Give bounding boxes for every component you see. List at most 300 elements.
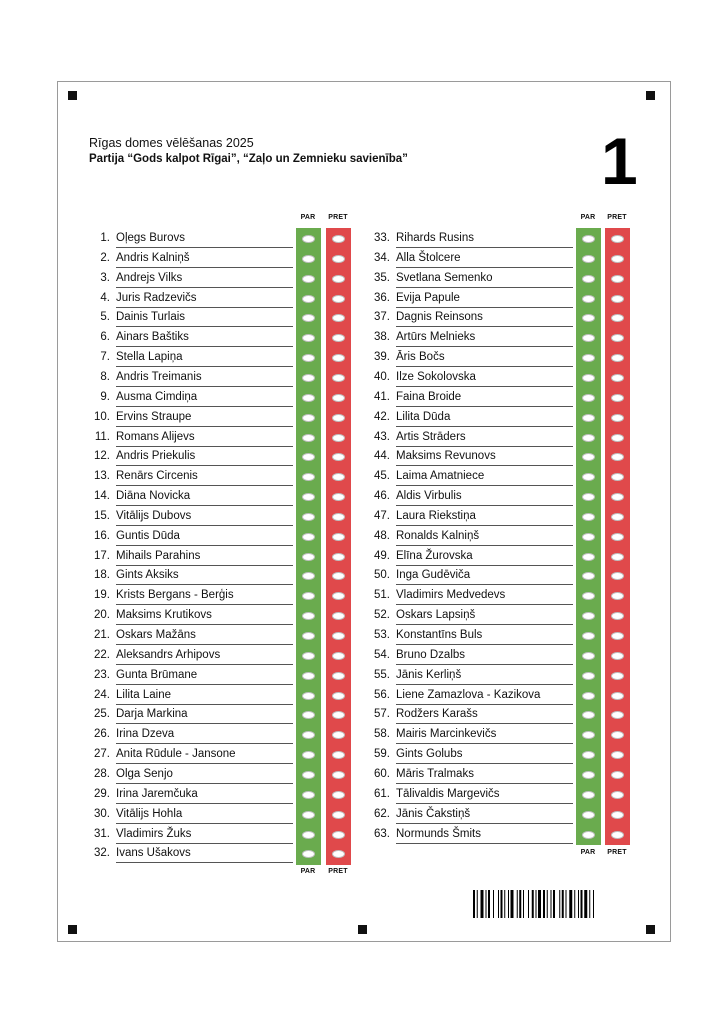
par-vote-oval[interactable] [582, 692, 595, 700]
par-vote-oval[interactable] [582, 632, 595, 640]
candidate-row [369, 565, 573, 585]
par-vote-oval[interactable] [302, 394, 315, 402]
par-vote-cell[interactable] [296, 626, 321, 646]
par-vote-cell[interactable] [576, 765, 601, 785]
par-vote-oval[interactable] [582, 453, 595, 461]
pret-vote-cell[interactable] [605, 745, 630, 765]
pret-vote-cell[interactable] [605, 428, 630, 448]
pret-vote-oval[interactable] [332, 711, 345, 719]
pret-vote-oval[interactable] [332, 374, 345, 382]
pret-vote-oval[interactable] [332, 731, 345, 739]
pret-vote-oval[interactable] [332, 592, 345, 600]
par-vote-cell[interactable] [576, 249, 601, 269]
pret-vote-cell[interactable] [326, 785, 351, 805]
pret-vote-cell[interactable] [326, 566, 351, 586]
par-vote-oval[interactable] [582, 295, 595, 303]
candidate-name: Rihards Rusins [396, 228, 573, 248]
pret-vote-cell[interactable] [326, 527, 351, 547]
par-vote-cell[interactable] [296, 765, 321, 785]
pret-vote-cell[interactable] [326, 308, 351, 328]
par-vote-cell[interactable] [296, 289, 321, 309]
candidate-name: Faina Broide [396, 387, 573, 407]
par-vote-oval[interactable] [302, 692, 315, 700]
candidate-number: 41. [374, 390, 390, 403]
candidate-row [369, 645, 573, 665]
pret-vote-cell[interactable] [605, 686, 630, 706]
pret-vote-oval[interactable] [611, 235, 624, 243]
pret-vote-oval[interactable] [611, 453, 624, 461]
par-vote-cell[interactable] [576, 467, 601, 487]
par-vote-oval[interactable] [582, 731, 595, 739]
candidate-number: 55. [374, 668, 390, 681]
pret-vote-oval[interactable] [332, 513, 345, 521]
par-vote-cell[interactable] [296, 725, 321, 745]
par-vote-cell[interactable] [296, 547, 321, 567]
pret-vote-cell[interactable] [605, 586, 630, 606]
barcode-bar [584, 890, 587, 918]
candidate-number: 4. [100, 291, 110, 304]
par-vote-cell[interactable] [296, 844, 321, 864]
par-vote-oval[interactable] [302, 771, 315, 779]
pret-vote-oval[interactable] [611, 394, 624, 402]
pret-vote-cell[interactable] [326, 428, 351, 448]
par-vote-cell[interactable] [296, 785, 321, 805]
pret-vote-oval[interactable] [332, 533, 345, 541]
par-vote-cell[interactable] [576, 566, 601, 586]
pret-vote-cell[interactable] [605, 765, 630, 785]
pret-vote-cell[interactable] [326, 825, 351, 845]
pret-vote-oval[interactable] [332, 255, 345, 263]
par-vote-oval[interactable] [582, 533, 595, 541]
pret-vote-cell[interactable] [605, 626, 630, 646]
candidate-row [369, 625, 573, 645]
pret-vote-oval[interactable] [332, 672, 345, 680]
pret-vote-cell[interactable] [326, 289, 351, 309]
pret-vote-oval[interactable] [332, 295, 345, 303]
pret-vote-oval[interactable] [332, 612, 345, 620]
candidate-name: Laura Riekstiņa [396, 506, 573, 526]
pret-vote-cell[interactable] [605, 527, 630, 547]
par-vote-oval[interactable] [582, 255, 595, 263]
par-vote-cell[interactable] [296, 666, 321, 686]
pret-vote-cell[interactable] [326, 547, 351, 567]
barcode-bar [481, 890, 484, 918]
pret-vote-cell[interactable] [326, 606, 351, 626]
pret-vote-oval[interactable] [611, 275, 624, 283]
pret-vote-cell[interactable] [326, 805, 351, 825]
candidate-number: 45. [374, 470, 390, 483]
pret-vote-oval[interactable] [332, 314, 345, 322]
par-vote-oval[interactable] [302, 731, 315, 739]
pret-vote-oval[interactable] [332, 692, 345, 700]
par-vote-oval[interactable] [582, 572, 595, 580]
pret-vote-cell[interactable] [605, 229, 630, 249]
pret-vote-cell[interactable] [605, 289, 630, 309]
par-vote-oval[interactable] [302, 791, 315, 799]
par-vote-oval[interactable] [582, 711, 595, 719]
candidate-row [369, 685, 573, 705]
candidate-row [89, 327, 293, 347]
par-vote-cell[interactable] [296, 686, 321, 706]
par-vote-cell[interactable] [296, 467, 321, 487]
pret-vote-oval[interactable] [611, 652, 624, 660]
pret-vote-oval[interactable] [332, 572, 345, 580]
pret-vote-oval[interactable] [332, 414, 345, 422]
par-vote-oval[interactable] [582, 275, 595, 283]
pret-vote-cell[interactable] [605, 566, 630, 586]
par-vote-oval[interactable] [582, 334, 595, 342]
pret-vote-oval[interactable] [611, 473, 624, 481]
pret-vote-oval[interactable] [332, 473, 345, 481]
par-vote-cell[interactable] [296, 368, 321, 388]
par-vote-oval[interactable] [302, 473, 315, 481]
pret-vote-oval[interactable] [611, 672, 624, 680]
pret-vote-oval[interactable] [611, 314, 624, 322]
par-vote-oval[interactable] [302, 572, 315, 580]
par-vote-cell[interactable] [576, 408, 601, 428]
pret-vote-oval[interactable] [332, 791, 345, 799]
par-vote-cell[interactable] [296, 705, 321, 725]
election-title: Rīgas domes vēlēšanas 2025 [89, 136, 254, 150]
pret-vote-oval[interactable] [611, 334, 624, 342]
par-vote-oval[interactable] [302, 295, 315, 303]
pret-vote-oval[interactable] [611, 751, 624, 759]
par-vote-cell[interactable] [576, 308, 601, 328]
candidate-row [369, 248, 573, 268]
par-vote-cell[interactable] [296, 566, 321, 586]
pret-vote-oval[interactable] [332, 850, 345, 858]
pret-vote-cell[interactable] [605, 328, 630, 348]
pret-vote-cell[interactable] [326, 368, 351, 388]
par-vote-cell[interactable] [576, 785, 601, 805]
candidate-number: 8. [100, 370, 110, 383]
pret-vote-cell[interactable] [326, 844, 351, 864]
par-vote-oval[interactable] [302, 453, 315, 461]
par-vote-cell[interactable] [296, 507, 321, 527]
pret-vote-oval[interactable] [611, 811, 624, 819]
par-vote-oval[interactable] [582, 592, 595, 600]
candidate-row [89, 546, 293, 566]
par-vote-oval[interactable] [582, 235, 595, 243]
candidate-number: 37. [374, 311, 390, 324]
pret-header-top-left: PRET [328, 214, 348, 221]
par-vote-cell[interactable] [296, 269, 321, 289]
candidate-row [89, 685, 293, 705]
par-vote-cell[interactable] [576, 686, 601, 706]
barcode-bar [528, 890, 529, 918]
pret-vote-cell[interactable] [605, 447, 630, 467]
pret-vote-cell[interactable] [605, 368, 630, 388]
par-vote-cell[interactable] [576, 805, 601, 825]
pret-vote-cell[interactable] [605, 705, 630, 725]
par-vote-cell[interactable] [576, 368, 601, 388]
par-vote-cell[interactable] [296, 328, 321, 348]
pret-vote-cell[interactable] [605, 606, 630, 626]
barcode-bar [589, 890, 590, 918]
par-vote-oval[interactable] [582, 354, 595, 362]
par-vote-cell[interactable] [296, 606, 321, 626]
par-vote-oval[interactable] [302, 334, 315, 342]
pret-vote-cell[interactable] [326, 328, 351, 348]
candidate-row [369, 724, 573, 744]
pret-vote-cell[interactable] [605, 825, 630, 845]
pret-vote-cell[interactable] [605, 487, 630, 507]
pret-vote-cell[interactable] [326, 666, 351, 686]
par-vote-cell[interactable] [296, 388, 321, 408]
pret-vote-oval[interactable] [611, 434, 624, 442]
par-vote-oval[interactable] [302, 374, 315, 382]
candidate-row [369, 784, 573, 804]
pret-vote-oval[interactable] [611, 354, 624, 362]
candidate-row [89, 506, 293, 526]
candidate-number: 3. [100, 271, 110, 284]
par-vote-cell[interactable] [296, 408, 321, 428]
pret-vote-cell[interactable] [605, 249, 630, 269]
par-vote-oval[interactable] [302, 612, 315, 620]
par-vote-oval[interactable] [302, 553, 315, 561]
par-vote-cell[interactable] [296, 586, 321, 606]
par-vote-cell[interactable] [576, 626, 601, 646]
pret-vote-cell[interactable] [326, 646, 351, 666]
par-vote-cell[interactable] [296, 249, 321, 269]
par-vote-oval[interactable] [302, 831, 315, 839]
par-vote-oval[interactable] [582, 314, 595, 322]
par-vote-oval[interactable] [582, 374, 595, 382]
pret-vote-oval[interactable] [332, 831, 345, 839]
par-vote-cell[interactable] [576, 606, 601, 626]
pret-vote-cell[interactable] [326, 408, 351, 428]
candidate-name: Mairis Marcinkevičs [396, 724, 573, 744]
pret-vote-cell[interactable] [605, 408, 630, 428]
par-vote-oval[interactable] [582, 672, 595, 680]
par-vote-cell[interactable] [576, 586, 601, 606]
pret-vote-oval[interactable] [611, 711, 624, 719]
par-vote-cell[interactable] [576, 666, 601, 686]
par-vote-oval[interactable] [582, 493, 595, 501]
pret-vote-oval[interactable] [332, 751, 345, 759]
candidate-number: 6. [100, 331, 110, 344]
pret-vote-oval[interactable] [332, 632, 345, 640]
par-vote-cell[interactable] [576, 428, 601, 448]
par-vote-oval[interactable] [302, 255, 315, 263]
par-vote-oval[interactable] [582, 434, 595, 442]
candidate-row [89, 367, 293, 387]
par-vote-cell[interactable] [576, 269, 601, 289]
par-vote-oval[interactable] [582, 414, 595, 422]
candidate-number: 42. [374, 410, 390, 423]
par-vote-oval[interactable] [302, 751, 315, 759]
pret-vote-cell[interactable] [326, 507, 351, 527]
par-vote-oval[interactable] [582, 652, 595, 660]
pret-vote-oval[interactable] [332, 434, 345, 442]
par-vote-cell[interactable] [576, 328, 601, 348]
par-vote-oval[interactable] [582, 513, 595, 521]
candidate-name: Ainars Baštiks [116, 327, 293, 347]
pret-vote-oval[interactable] [611, 295, 624, 303]
par-vote-cell[interactable] [576, 487, 601, 507]
par-vote-oval[interactable] [582, 473, 595, 481]
pret-vote-cell[interactable] [326, 467, 351, 487]
pret-vote-cell[interactable] [326, 626, 351, 646]
candidate-name: Bruno Dzalbs [396, 645, 573, 665]
par-vote-oval[interactable] [302, 275, 315, 283]
par-vote-oval[interactable] [582, 553, 595, 561]
barcode-bar [517, 890, 518, 918]
barcode-bar [519, 890, 521, 918]
pret-vote-cell[interactable] [605, 805, 630, 825]
pret-vote-oval[interactable] [332, 811, 345, 819]
pret-vote-cell[interactable] [605, 467, 630, 487]
pret-vote-cell[interactable] [326, 765, 351, 785]
pret-vote-oval[interactable] [611, 692, 624, 700]
pret-vote-cell[interactable] [605, 666, 630, 686]
par-vote-oval[interactable] [302, 414, 315, 422]
par-vote-oval[interactable] [582, 771, 595, 779]
par-vote-cell[interactable] [576, 388, 601, 408]
pret-vote-oval[interactable] [611, 592, 624, 600]
pret-vote-oval[interactable] [611, 533, 624, 541]
pret-vote-oval[interactable] [332, 493, 345, 501]
par-vote-oval[interactable] [582, 811, 595, 819]
pret-vote-cell[interactable] [326, 487, 351, 507]
pret-vote-cell[interactable] [326, 745, 351, 765]
par-vote-cell[interactable] [576, 725, 601, 745]
pret-vote-oval[interactable] [332, 394, 345, 402]
pret-vote-cell[interactable] [326, 269, 351, 289]
par-vote-cell[interactable] [296, 745, 321, 765]
pret-vote-cell[interactable] [326, 686, 351, 706]
par-vote-oval[interactable] [582, 612, 595, 620]
par-vote-cell[interactable] [296, 805, 321, 825]
pret-vote-cell[interactable] [605, 348, 630, 368]
pret-vote-oval[interactable] [332, 771, 345, 779]
candidate-name: Aleksandrs Arhipovs [116, 645, 293, 665]
par-vote-cell[interactable] [576, 348, 601, 368]
par-vote-oval[interactable] [302, 314, 315, 322]
par-vote-cell[interactable] [576, 289, 601, 309]
pret-vote-cell[interactable] [605, 388, 630, 408]
barcode-bar [501, 890, 503, 918]
par-vote-cell[interactable] [296, 348, 321, 368]
pret-vote-cell[interactable] [326, 388, 351, 408]
par-vote-oval[interactable] [302, 533, 315, 541]
pret-vote-cell[interactable] [605, 547, 630, 567]
pret-vote-cell[interactable] [326, 348, 351, 368]
par-vote-oval[interactable] [582, 394, 595, 402]
candidate-name: Ivans Ušakovs [116, 843, 293, 863]
pret-vote-oval[interactable] [611, 414, 624, 422]
par-vote-cell[interactable] [576, 646, 601, 666]
pret-vote-oval[interactable] [332, 453, 345, 461]
par-vote-oval[interactable] [582, 751, 595, 759]
pret-vote-oval[interactable] [611, 374, 624, 382]
par-vote-oval[interactable] [302, 592, 315, 600]
pret-vote-oval[interactable] [611, 791, 624, 799]
pret-vote-oval[interactable] [611, 513, 624, 521]
par-vote-cell[interactable] [576, 547, 601, 567]
barcode-bar [493, 890, 494, 918]
par-vote-cell[interactable] [296, 527, 321, 547]
pret-vote-oval[interactable] [611, 572, 624, 580]
par-vote-oval[interactable] [582, 791, 595, 799]
candidate-number: 35. [374, 271, 390, 284]
par-vote-cell[interactable] [296, 646, 321, 666]
pret-vote-oval[interactable] [611, 632, 624, 640]
par-vote-oval[interactable] [302, 513, 315, 521]
pret-vote-cell[interactable] [605, 269, 630, 289]
candidate-number: 27. [94, 748, 110, 761]
pret-vote-cell[interactable] [326, 229, 351, 249]
par-vote-oval[interactable] [302, 672, 315, 680]
par-vote-cell[interactable] [576, 527, 601, 547]
pret-vote-oval[interactable] [332, 334, 345, 342]
par-vote-cell[interactable] [576, 705, 601, 725]
pret-vote-cell[interactable] [605, 507, 630, 527]
pret-vote-cell[interactable] [326, 447, 351, 467]
par-vote-cell[interactable] [576, 229, 601, 249]
pret-vote-oval[interactable] [611, 255, 624, 263]
pret-vote-cell[interactable] [605, 646, 630, 666]
par-vote-cell[interactable] [296, 447, 321, 467]
pret-vote-oval[interactable] [611, 493, 624, 501]
par-vote-cell[interactable] [296, 428, 321, 448]
par-vote-cell[interactable] [296, 308, 321, 328]
par-vote-oval[interactable] [302, 811, 315, 819]
candidate-number: 20. [94, 609, 110, 622]
pret-vote-cell[interactable] [326, 705, 351, 725]
pret-vote-cell[interactable] [326, 249, 351, 269]
pret-vote-oval[interactable] [611, 731, 624, 739]
par-vote-oval[interactable] [302, 235, 315, 243]
par-vote-oval[interactable] [302, 434, 315, 442]
par-vote-cell[interactable] [576, 447, 601, 467]
par-vote-oval[interactable] [302, 354, 315, 362]
pret-vote-oval[interactable] [611, 553, 624, 561]
pret-vote-oval[interactable] [611, 612, 624, 620]
par-vote-cell[interactable] [296, 825, 321, 845]
par-vote-oval[interactable] [582, 831, 595, 839]
par-vote-cell[interactable] [296, 487, 321, 507]
par-vote-oval[interactable] [302, 652, 315, 660]
par-vote-oval[interactable] [302, 632, 315, 640]
pret-vote-oval[interactable] [611, 771, 624, 779]
candidate-number: 24. [94, 688, 110, 701]
par-vote-cell[interactable] [576, 745, 601, 765]
candidate-number: 33. [374, 232, 390, 244]
pret-vote-oval[interactable] [332, 275, 345, 283]
pret-vote-cell[interactable] [326, 725, 351, 745]
par-vote-oval[interactable] [302, 850, 315, 858]
candidate-number: 38. [374, 331, 390, 344]
candidate-row [369, 268, 573, 288]
candidate-name: Lilita Dūda [396, 407, 573, 427]
par-vote-cell[interactable] [576, 507, 601, 527]
pret-vote-oval[interactable] [332, 235, 345, 243]
pret-vote-cell[interactable] [605, 785, 630, 805]
pret-vote-cell[interactable] [605, 725, 630, 745]
par-vote-cell[interactable] [576, 825, 601, 845]
pret-vote-cell[interactable] [326, 586, 351, 606]
pret-vote-oval[interactable] [332, 652, 345, 660]
candidate-name: Oskars Lapsiņš [396, 605, 573, 625]
pret-vote-cell[interactable] [605, 308, 630, 328]
par-vote-oval[interactable] [302, 493, 315, 501]
pret-vote-oval[interactable] [332, 553, 345, 561]
par-vote-cell[interactable] [296, 229, 321, 249]
pret-vote-oval[interactable] [611, 831, 624, 839]
par-vote-oval[interactable] [302, 711, 315, 719]
pret-vote-oval[interactable] [332, 354, 345, 362]
